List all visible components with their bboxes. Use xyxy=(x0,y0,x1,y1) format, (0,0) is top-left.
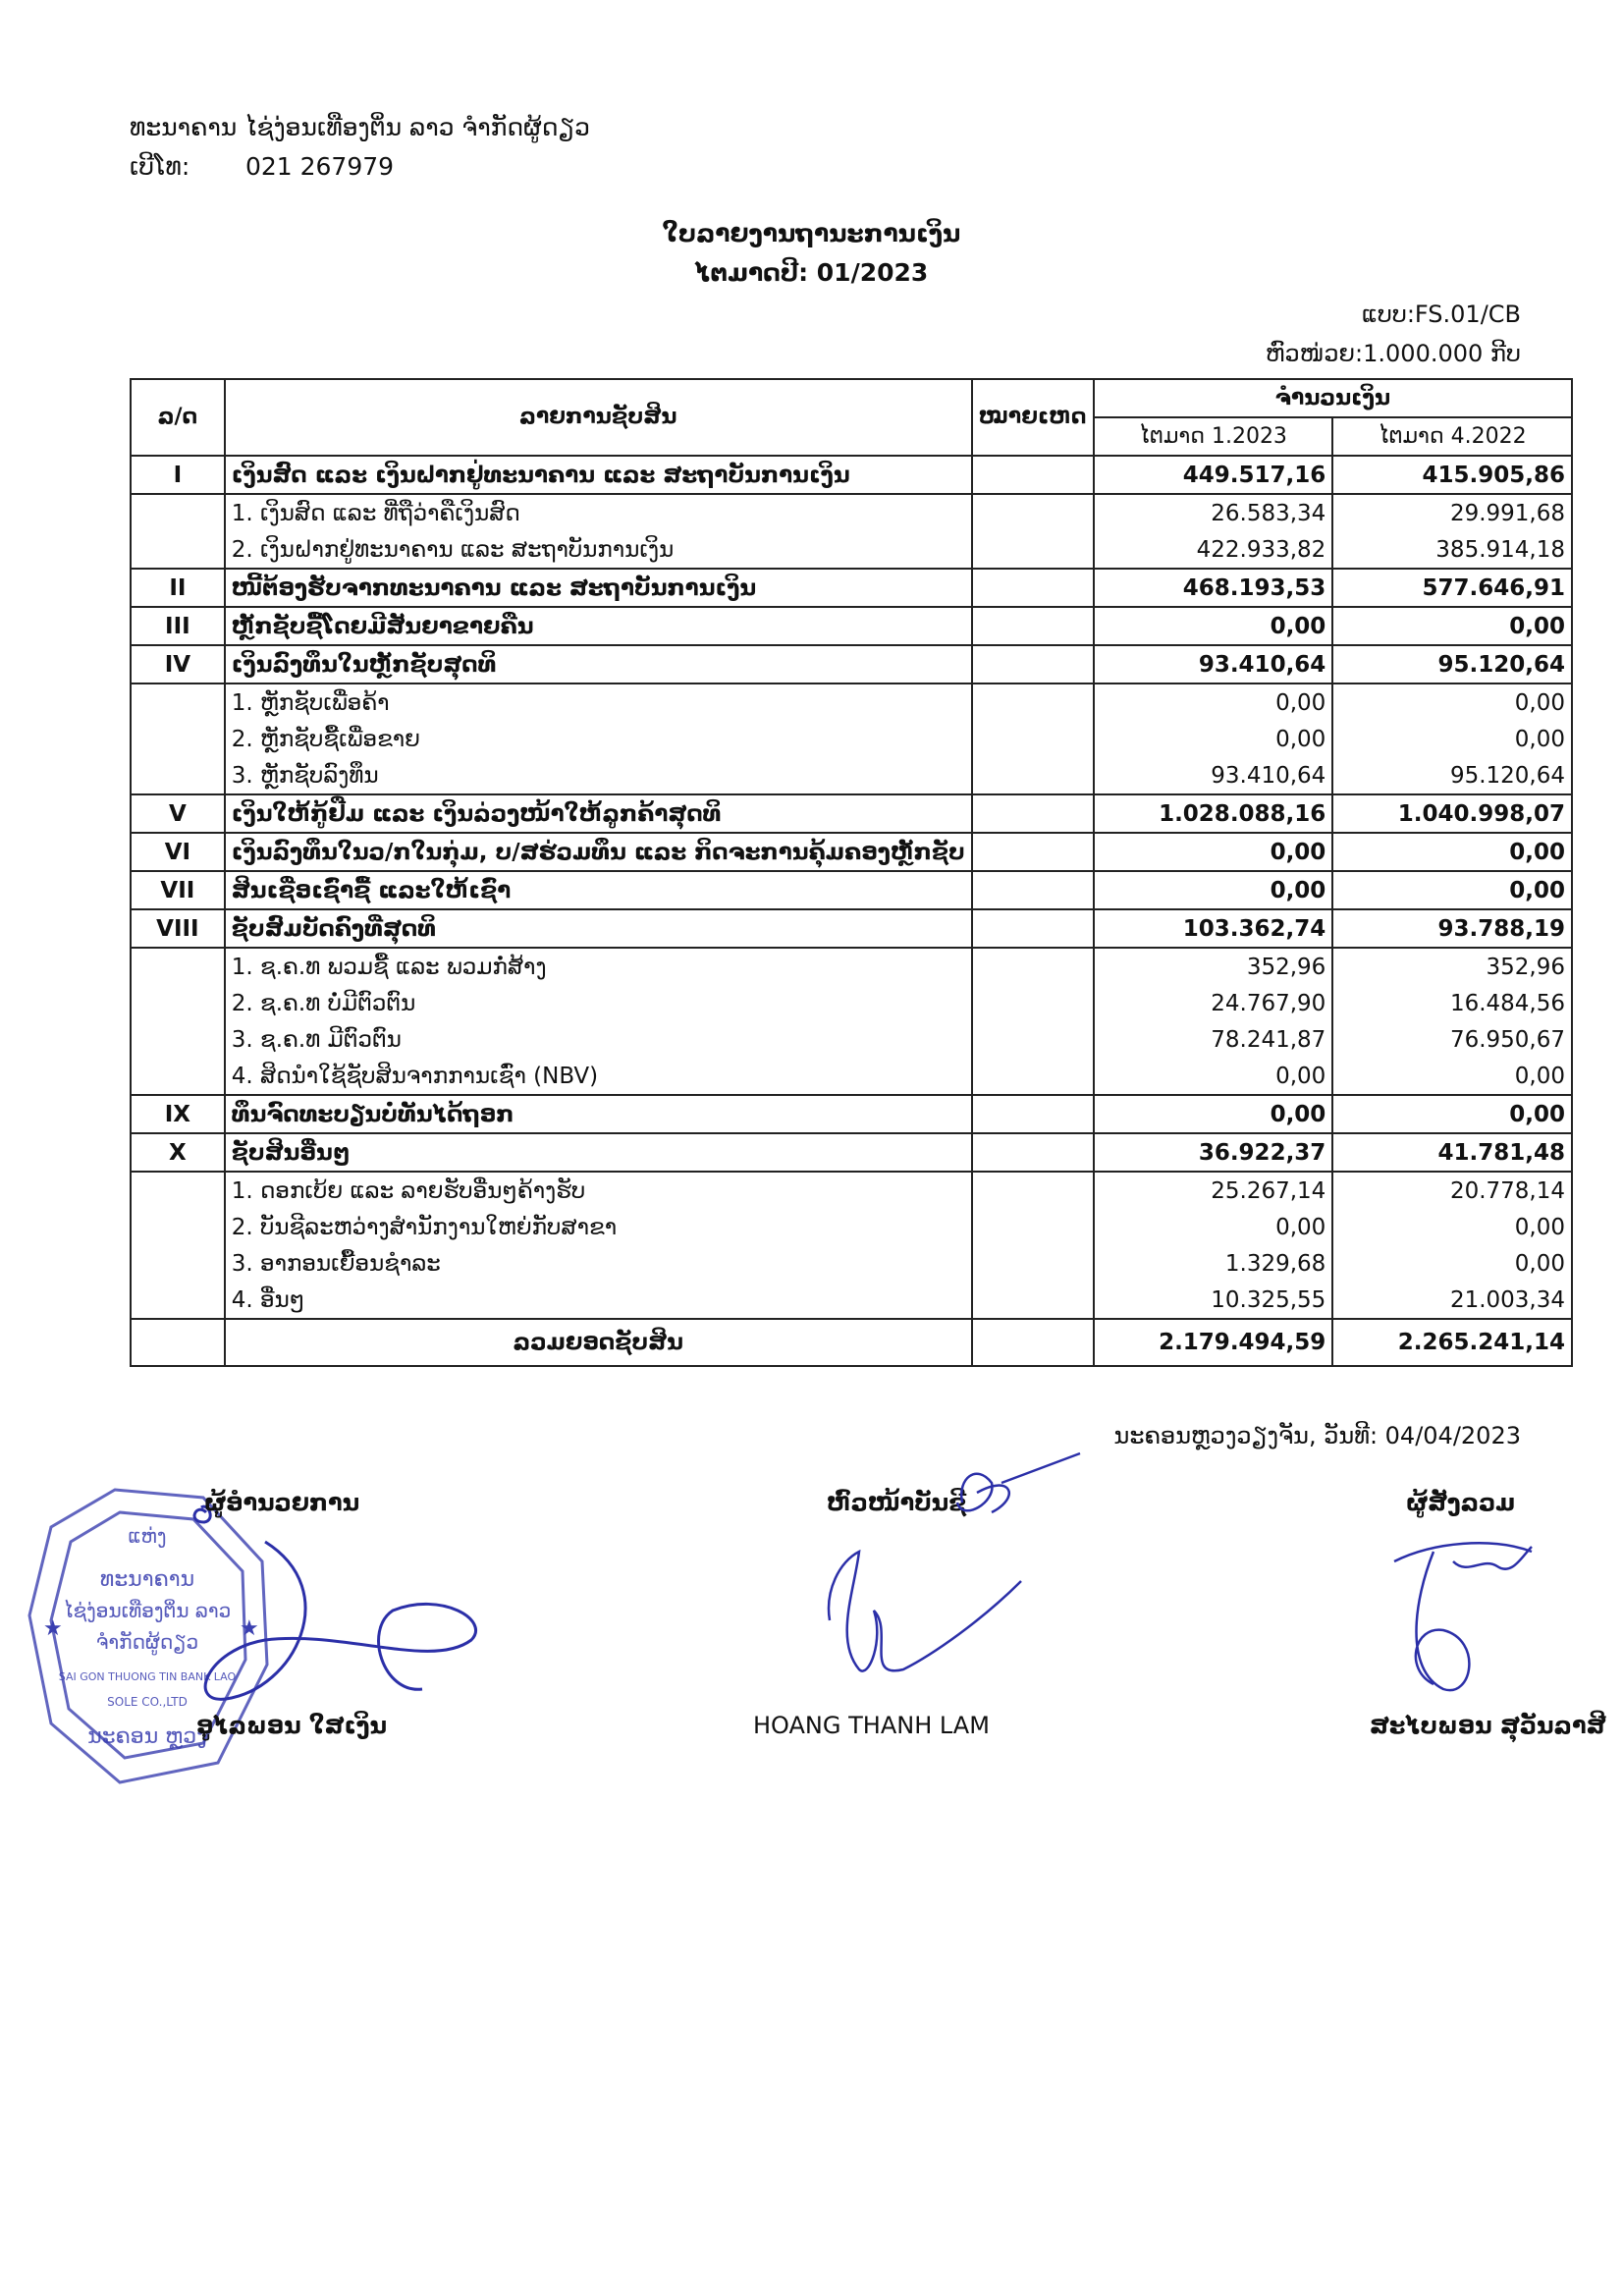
row-code: VII xyxy=(131,871,225,909)
row-note xyxy=(972,948,1094,985)
table-row-main xyxy=(131,1133,1572,1172)
table-row-sub xyxy=(131,721,1572,757)
stamp-text-3: ຈຳກັດຜູ້ດຽວ xyxy=(95,1630,199,1654)
row-code xyxy=(131,948,225,985)
row-label: 2. ຊ.ຄ.ທ ບໍ່ມີຕົວຕົນ xyxy=(225,985,972,1021)
row-code xyxy=(131,531,225,569)
director-title: ຜູ້ອຳນວຍການ xyxy=(204,1489,360,1516)
total-value-q1-2023: 2.179.494,59 xyxy=(1094,1319,1333,1366)
row-note xyxy=(972,833,1094,871)
row-label: ເງິນລົງທຶນໃນວ/ກໃນກຸ່ມ, ບ/ສຮ່ວມທຶນ ແລະ ກິດຈະການຄຸ້ມຄອງຫຼັກຊັບ xyxy=(225,833,972,871)
row-label: ເງິນສົດ ແລະ ເງິນຝາກຢູ່ທະນາຄານ ແລະ ສະຖາບັນການເງິນ xyxy=(225,456,972,494)
report-title xyxy=(0,214,1623,293)
row-value-q4-2022: 0,00 xyxy=(1332,1209,1572,1245)
row-note xyxy=(972,1095,1094,1133)
row-label: 3. ຫຼັກຊັບລົງທຶນ xyxy=(225,757,972,794)
row-label: 3. ຊ.ຄ.ທ ມີຕົວຕົນ xyxy=(225,1021,972,1058)
row-value-q4-2022: 0,00 xyxy=(1332,871,1572,909)
row-value-q4-2022: 20.778,14 xyxy=(1332,1172,1572,1209)
col-header-amount: ຈຳນວນເງິນ xyxy=(1094,379,1572,417)
row-label: 1. ເງິນສົດ ແລະ ທີ່ຖືວ່າຄືເງິນສົດ xyxy=(225,494,972,531)
row-label: ເງິນລົງທຶນໃນຫຼັກຊັບສຸດທິ xyxy=(225,645,972,683)
table-row-main xyxy=(131,645,1572,683)
row-value-q4-2022: 95.120,64 xyxy=(1332,757,1572,794)
row-value-q1-2023: 449.517,16 xyxy=(1094,456,1333,494)
row-note xyxy=(972,794,1094,833)
table-row-main xyxy=(131,794,1572,833)
bank-name: ທະນາຄານ ໄຊ່ງ່ອນເທືອງຕິ່ນ ລາວ ຈຳກັດຜູ້ດຽວ xyxy=(130,113,590,141)
preparer-title: ຜູ້ສັງລວມ xyxy=(1406,1489,1516,1516)
row-code: VI xyxy=(131,833,225,871)
stamp-text-5: SOLE CO.,LTD xyxy=(107,1695,188,1709)
accountant-signature-graphic xyxy=(766,1444,1119,1709)
phone-row xyxy=(130,147,590,187)
preparer-signature xyxy=(1375,1522,1542,1713)
row-value-q4-2022: 1.040.998,07 xyxy=(1332,794,1572,833)
row-note xyxy=(972,456,1094,494)
stamp-text-1: ທະນາຄານ xyxy=(99,1567,195,1592)
row-label: ທຶນຈົດທະບຽນບໍ່ທັນໄດ້ຖອກ xyxy=(225,1095,972,1133)
stamp-star-icon-2: ★ xyxy=(240,1616,259,1641)
place-date: ນະຄອນຫຼວງວຽງຈັນ, ວັນທີ: 04/04/2023 xyxy=(1113,1422,1521,1449)
form-info xyxy=(1266,295,1521,373)
row-value-q1-2023: 93.410,64 xyxy=(1094,645,1333,683)
row-code xyxy=(131,985,225,1021)
row-value-q1-2023: 1.329,68 xyxy=(1094,1245,1333,1282)
table-row-sub xyxy=(131,1021,1572,1058)
balance-sheet-table xyxy=(130,378,1573,1367)
director-name: ອູໄລພອນ ໃສເງິນ xyxy=(196,1712,388,1739)
row-note xyxy=(972,909,1094,948)
row-value-q4-2022: 0,00 xyxy=(1332,833,1572,871)
row-code xyxy=(131,757,225,794)
table-row-sub xyxy=(131,1282,1572,1319)
row-label: 2. ບັນຊີລະຫວ່າງສຳນັກງານໃຫຍ່ກັບສາຂາ xyxy=(225,1209,972,1245)
row-code: VIII xyxy=(131,909,225,948)
row-value-q4-2022: 16.484,56 xyxy=(1332,985,1572,1021)
table-row-main xyxy=(131,871,1572,909)
accountant-signature xyxy=(766,1444,1119,1713)
table-row-main xyxy=(131,456,1572,494)
table-row-sub xyxy=(131,683,1572,721)
row-value-q1-2023: 0,00 xyxy=(1094,607,1333,645)
stamp-text-4: SAI GON THUONG TIN BANK LAO xyxy=(58,1670,237,1683)
table-row-sub xyxy=(131,1172,1572,1209)
preparer-name: ສະໄບພອນ ສຸວັນລາສີ xyxy=(1370,1712,1606,1739)
total-value-q4-2022: 2.265.241,14 xyxy=(1332,1319,1572,1366)
row-label: ໜີ້ຕ້ອງຮັບຈາກທະນາຄານ ແລະ ສະຖາບັນການເງິນ xyxy=(225,569,972,607)
row-value-q4-2022: 29.991,68 xyxy=(1332,494,1572,531)
row-value-q1-2023: 93.410,64 xyxy=(1094,757,1333,794)
row-note xyxy=(972,494,1094,531)
director-signature-graphic xyxy=(147,1483,501,1728)
row-value-q4-2022: 352,96 xyxy=(1332,948,1572,985)
row-note xyxy=(972,1133,1094,1172)
row-note xyxy=(972,531,1094,569)
row-note xyxy=(972,645,1094,683)
row-value-q1-2023: 36.922,37 xyxy=(1094,1133,1333,1172)
row-label: 2. ຫຼັກຊັບຊື້ເພື່ອຂາຍ xyxy=(225,721,972,757)
col-header-item: ລາຍການຊັບສິນ xyxy=(225,379,972,456)
stamp-text-2: ໄຊ່ງ່ອນເທືອງຕິ່ນ ລາວ xyxy=(63,1599,232,1622)
total-label: ລວມຍອດຊັບສິນ xyxy=(225,1319,972,1366)
table-header-row xyxy=(131,379,1572,417)
row-value-q1-2023: 0,00 xyxy=(1094,871,1333,909)
row-code: V xyxy=(131,794,225,833)
row-value-q1-2023: 103.362,74 xyxy=(1094,909,1333,948)
table-row-sub xyxy=(131,948,1572,985)
row-value-q1-2023: 0,00 xyxy=(1094,833,1333,871)
row-value-q4-2022: 0,00 xyxy=(1332,607,1572,645)
row-value-q4-2022: 21.003,34 xyxy=(1332,1282,1572,1319)
row-value-q4-2022: 95.120,64 xyxy=(1332,645,1572,683)
row-code xyxy=(131,494,225,531)
total-row xyxy=(131,1319,1572,1366)
row-note xyxy=(972,569,1094,607)
row-code xyxy=(131,721,225,757)
phone-label: ເບີໂທ: xyxy=(130,152,190,181)
row-label: 2. ເງິນຝາກຢູ່ທະນາຄານ ແລະ ສະຖາບັນການເງິນ xyxy=(225,531,972,569)
row-value-q1-2023: 10.325,55 xyxy=(1094,1282,1333,1319)
row-value-q1-2023: 26.583,34 xyxy=(1094,494,1333,531)
row-value-q4-2022: 41.781,48 xyxy=(1332,1133,1572,1172)
table-row-main xyxy=(131,833,1572,871)
table-row-sub xyxy=(131,1058,1572,1095)
row-value-q1-2023: 0,00 xyxy=(1094,721,1333,757)
row-value-q4-2022: 0,00 xyxy=(1332,721,1572,757)
row-note xyxy=(972,757,1094,794)
row-value-q4-2022: 0,00 xyxy=(1332,1058,1572,1095)
row-value-q4-2022: 93.788,19 xyxy=(1332,909,1572,948)
row-code: IX xyxy=(131,1095,225,1133)
row-value-q1-2023: 0,00 xyxy=(1094,1095,1333,1133)
bank-header xyxy=(130,108,590,187)
row-code: I xyxy=(131,456,225,494)
row-label: 1. ຫຼັກຊັບເພື່ອຄ້າ xyxy=(225,683,972,721)
row-value-q4-2022: 0,00 xyxy=(1332,1245,1572,1282)
row-note xyxy=(972,1209,1094,1245)
report-period: ໄຕມາດປີ: 01/2023 xyxy=(694,258,929,287)
row-label: ເງິນໃຫ້ກູ້ຢືມ ແລະ ເງິນລ່ວງໜ້າໃຫ້ລູກຄ້າສຸດທິ xyxy=(225,794,972,833)
director-signature xyxy=(147,1483,501,1732)
row-label: ຊັບສິນອື່ນໆ xyxy=(225,1133,972,1172)
col-header-no: ລ/ດ xyxy=(131,379,225,456)
row-value-q4-2022: 76.950,67 xyxy=(1332,1021,1572,1058)
row-label: 1. ຊ.ຄ.ທ ພວມຊື້ ແລະ ພວມກໍ່ສ້າງ xyxy=(225,948,972,985)
row-value-q1-2023: 25.267,14 xyxy=(1094,1172,1333,1209)
form-code: ແບບ:FS.01/CB xyxy=(1362,301,1521,328)
row-note xyxy=(972,871,1094,909)
stamp-text-6: ແຫ່ງ xyxy=(128,1524,167,1548)
row-value-q4-2022: 0,00 xyxy=(1332,1095,1572,1133)
row-note xyxy=(972,1282,1094,1319)
row-value-q1-2023: 0,00 xyxy=(1094,683,1333,721)
row-value-q4-2022: 385.914,18 xyxy=(1332,531,1572,569)
col-header-q1-2023: ໄຕມາດ 1.2023 xyxy=(1094,417,1333,456)
row-code xyxy=(131,1058,225,1095)
row-note xyxy=(972,1245,1094,1282)
table-row-sub xyxy=(131,1209,1572,1245)
report-title-line1: ໃບລາຍງານຖານະການເງິນ xyxy=(662,219,961,247)
table-row-sub xyxy=(131,985,1572,1021)
accountant-name: HOANG THANH LAM xyxy=(753,1712,990,1739)
table-row-sub xyxy=(131,531,1572,569)
row-value-q4-2022: 415.905,86 xyxy=(1332,456,1572,494)
row-note xyxy=(972,985,1094,1021)
row-value-q1-2023: 78.241,87 xyxy=(1094,1021,1333,1058)
row-code xyxy=(131,1021,225,1058)
row-value-q1-2023: 24.767,90 xyxy=(1094,985,1333,1021)
row-label: ຫຼັກຊັບຊື້ໂດຍມີສັນຍາຂາຍຄືນ xyxy=(225,607,972,645)
preparer-signature-graphic xyxy=(1375,1522,1542,1709)
row-note xyxy=(972,1172,1094,1209)
row-note xyxy=(972,1058,1094,1095)
table-row-main xyxy=(131,909,1572,948)
table-body xyxy=(131,456,1572,1319)
row-value-q1-2023: 1.028.088,16 xyxy=(1094,794,1333,833)
row-label: ສິນເຊື່ອເຊົ່າຊື້ ແລະໃຫ້ເຊົ່າ xyxy=(225,871,972,909)
table-row-main xyxy=(131,607,1572,645)
table-row-sub xyxy=(131,1245,1572,1282)
stamp-star-icon: ★ xyxy=(43,1616,63,1641)
col-header-q4-2022: ໄຕມາດ 4.2022 xyxy=(1332,417,1572,456)
total-code xyxy=(131,1319,225,1366)
stamp-text-7: ນະຄອນ ຫຼວງ xyxy=(87,1724,207,1749)
row-value-q1-2023: 468.193,53 xyxy=(1094,569,1333,607)
row-code: II xyxy=(131,569,225,607)
total-note xyxy=(972,1319,1094,1366)
row-value-q1-2023: 0,00 xyxy=(1094,1209,1333,1245)
row-code xyxy=(131,1172,225,1209)
row-note xyxy=(972,607,1094,645)
row-label: 1. ດອກເບ້ຍ ແລະ ລາຍຮັບອື່ນໆຄ້າງຮັບ xyxy=(225,1172,972,1209)
table-row-sub xyxy=(131,757,1572,794)
row-label: 4. ອື່ນໆ xyxy=(225,1282,972,1319)
unit-label: ຫົວໜ່ວຍ:1.000.000 ກີບ xyxy=(1265,340,1521,367)
phone-number: 021 267979 xyxy=(244,152,395,181)
accountant-title: ຫົວໜ້າບັນຊີ xyxy=(827,1489,967,1516)
row-value-q1-2023: 422.933,82 xyxy=(1094,531,1333,569)
row-note xyxy=(972,1021,1094,1058)
row-code xyxy=(131,1282,225,1319)
row-note xyxy=(972,721,1094,757)
col-header-note: ໝາຍເຫດ xyxy=(972,379,1094,456)
row-note xyxy=(972,683,1094,721)
row-value-q4-2022: 0,00 xyxy=(1332,683,1572,721)
row-label: 3. ອາກອນເຍື້ອນຊຳລະ xyxy=(225,1245,972,1282)
row-label: 4. ສິດນຳໃຊ້ຊັບສິນຈາກການເຊົ່າ (NBV) xyxy=(225,1058,972,1095)
row-value-q1-2023: 352,96 xyxy=(1094,948,1333,985)
table-row-main xyxy=(131,1095,1572,1133)
table-row-main xyxy=(131,569,1572,607)
row-code: III xyxy=(131,607,225,645)
row-value-q4-2022: 577.646,91 xyxy=(1332,569,1572,607)
table-row-sub xyxy=(131,494,1572,531)
row-code xyxy=(131,1209,225,1245)
row-value-q1-2023: 0,00 xyxy=(1094,1058,1333,1095)
row-code xyxy=(131,1245,225,1282)
row-code xyxy=(131,683,225,721)
row-code: IV xyxy=(131,645,225,683)
row-code: X xyxy=(131,1133,225,1172)
row-label: ຊັບສົມບັດຄົງທີ່ສຸດທິ xyxy=(225,909,972,948)
